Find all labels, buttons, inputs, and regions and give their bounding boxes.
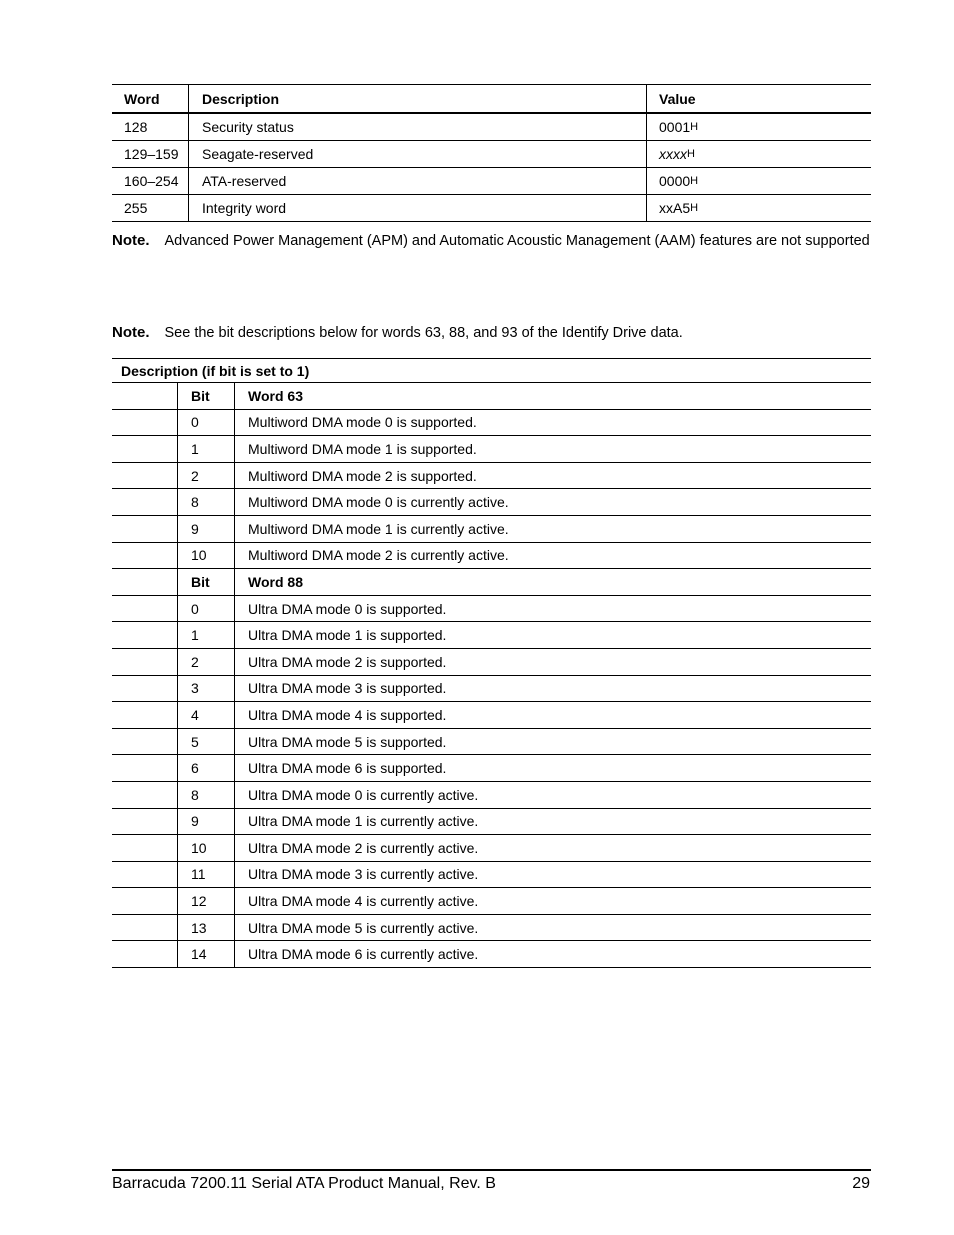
indent-cell — [112, 782, 177, 808]
value-text: xxxx — [659, 146, 687, 162]
identify-data-table — [112, 84, 871, 222]
value-text: xxA5 — [659, 200, 691, 216]
table-row — [112, 489, 871, 516]
section-header-row — [112, 383, 871, 410]
indent-cell — [112, 755, 177, 781]
value-cell: xxA5 H — [646, 195, 871, 221]
indent-cell — [112, 489, 177, 515]
description-cell: Multiword DMA mode 2 is currently active. — [234, 543, 871, 569]
table-row — [112, 141, 871, 168]
footer-rule — [112, 1169, 871, 1171]
word-header: Word 63 — [234, 383, 871, 409]
bit-cell: 3 — [177, 676, 234, 702]
table-row — [112, 809, 871, 836]
word-cell: 129–159 — [124, 146, 179, 162]
description-cell: Ultra DMA mode 6 is currently active. — [234, 941, 871, 967]
description-cell: Ultra DMA mode 0 is currently active. — [234, 782, 871, 808]
bit-cell: 1 — [177, 436, 234, 462]
table-row — [112, 516, 871, 543]
word-cell: 255 — [124, 200, 148, 216]
description-cell: Integrity word — [188, 195, 646, 221]
bit-cell: 11 — [177, 862, 234, 888]
table-row — [112, 862, 871, 889]
footer-title: Barracuda 7200.11 Serial ATA Product Manual, Rev. B — [112, 1175, 496, 1192]
bit-cell: 9 — [177, 516, 234, 542]
table-row — [112, 622, 871, 649]
header-word: Word — [124, 90, 160, 107]
note-label: Note. — [112, 232, 150, 249]
indent-cell — [112, 463, 177, 489]
description-cell: Multiword DMA mode 0 is supported. — [234, 410, 871, 436]
description-cell: Ultra DMA mode 2 is supported. — [234, 649, 871, 675]
description-cell: Multiword DMA mode 2 is supported. — [234, 463, 871, 489]
value-text: 0001 — [659, 119, 691, 135]
header-description: Description — [188, 85, 646, 112]
table-row — [112, 410, 871, 437]
description-cell: Ultra DMA mode 3 is currently active. — [234, 862, 871, 888]
description-cell: Ultra DMA mode 0 is supported. — [234, 596, 871, 622]
table-row — [112, 676, 871, 703]
indent-cell — [112, 649, 177, 675]
bit-cell: 0 — [177, 596, 234, 622]
table-row — [112, 195, 871, 222]
description-cell: Ultra DMA mode 4 is supported. — [234, 702, 871, 728]
bit-cell: 13 — [177, 915, 234, 941]
table-row — [112, 114, 871, 141]
bit-cell: 6 — [177, 755, 234, 781]
bit-cell: 9 — [177, 809, 234, 835]
bit-cell: 4 — [177, 702, 234, 728]
bit-cell: 12 — [177, 888, 234, 914]
value-text: 0000 — [659, 173, 691, 189]
description-cell: Ultra DMA mode 1 is supported. — [234, 622, 871, 648]
word-cell: 128 — [124, 119, 148, 135]
bit-cell: 8 — [177, 782, 234, 808]
description-cell: Ultra DMA mode 5 is currently active. — [234, 915, 871, 941]
bit-descriptions-table — [112, 358, 871, 968]
indent-cell — [112, 676, 177, 702]
table-row — [112, 436, 871, 463]
description-cell: Ultra DMA mode 1 is currently active. — [234, 809, 871, 835]
indent-cell — [112, 915, 177, 941]
indent-cell — [112, 729, 177, 755]
description-cell: Security status — [188, 114, 646, 140]
table-row — [112, 755, 871, 782]
header-value: Value — [646, 85, 871, 112]
value-cell: 0000 H — [646, 168, 871, 194]
bit-cell: 14 — [177, 941, 234, 967]
table-row — [112, 596, 871, 623]
value-cell: xxxx H — [646, 141, 871, 167]
table-header-row — [112, 84, 871, 114]
word-cell: 160–254 — [124, 173, 179, 189]
table-title: Description (if bit is set to 1) — [112, 359, 871, 383]
bit-cell: 0 — [177, 410, 234, 436]
indent-cell — [112, 888, 177, 914]
indent-cell — [112, 941, 177, 967]
indent-cell — [112, 596, 177, 622]
description-cell: Ultra DMA mode 3 is supported. — [234, 676, 871, 702]
description-cell: Ultra DMA mode 2 is currently active. — [234, 835, 871, 861]
description-cell: Multiword DMA mode 1 is supported. — [234, 436, 871, 462]
table-row — [112, 782, 871, 809]
table-row — [112, 729, 871, 756]
indent-cell — [112, 622, 177, 648]
indent-cell — [112, 569, 177, 595]
table-row — [112, 888, 871, 915]
table-row — [112, 702, 871, 729]
indent-cell — [112, 702, 177, 728]
bit-cell: 10 — [177, 835, 234, 861]
indent-cell — [112, 383, 177, 409]
indent-cell — [112, 436, 177, 462]
note-bit-descriptions — [112, 324, 683, 341]
page-number: 29 — [852, 1175, 870, 1192]
table-row — [112, 463, 871, 490]
section-header-row — [112, 569, 871, 596]
description-cell: Ultra DMA mode 6 is supported. — [234, 755, 871, 781]
description-cell: ATA-reserved — [188, 168, 646, 194]
note-text: See the bit descriptions below for words 63, 88, and 93 of the Identify Drive data. — [164, 325, 683, 341]
word-header: Word 88 — [234, 569, 871, 595]
description-cell: Multiword DMA mode 0 is currently active. — [234, 489, 871, 515]
table-row — [112, 835, 871, 862]
note-apm-aam — [112, 232, 870, 249]
indent-cell — [112, 543, 177, 569]
indent-cell — [112, 410, 177, 436]
bit-cell: 1 — [177, 622, 234, 648]
description-cell: Seagate-reserved — [188, 141, 646, 167]
bit-cell: 10 — [177, 543, 234, 569]
table-row — [112, 941, 871, 968]
table-row — [112, 543, 871, 570]
bit-cell: 2 — [177, 463, 234, 489]
indent-cell — [112, 862, 177, 888]
note-text: Advanced Power Management (APM) and Automatic Acoustic Management (AAM) features are not supported — [164, 233, 870, 249]
bit-cell: 5 — [177, 729, 234, 755]
description-cell: Ultra DMA mode 5 is supported. — [234, 729, 871, 755]
table-row — [112, 915, 871, 942]
description-cell: Ultra DMA mode 4 is currently active. — [234, 888, 871, 914]
bit-header: Bit — [177, 383, 234, 409]
table-row — [112, 649, 871, 676]
indent-cell — [112, 516, 177, 542]
table-row — [112, 168, 871, 195]
value-cell: 0001 H — [646, 114, 871, 140]
bit-cell: 8 — [177, 489, 234, 515]
bit-header: Bit — [177, 569, 234, 595]
description-cell: Multiword DMA mode 1 is currently active. — [234, 516, 871, 542]
note-label: Note. — [112, 324, 150, 341]
bit-cell: 2 — [177, 649, 234, 675]
indent-cell — [112, 809, 177, 835]
indent-cell — [112, 835, 177, 861]
